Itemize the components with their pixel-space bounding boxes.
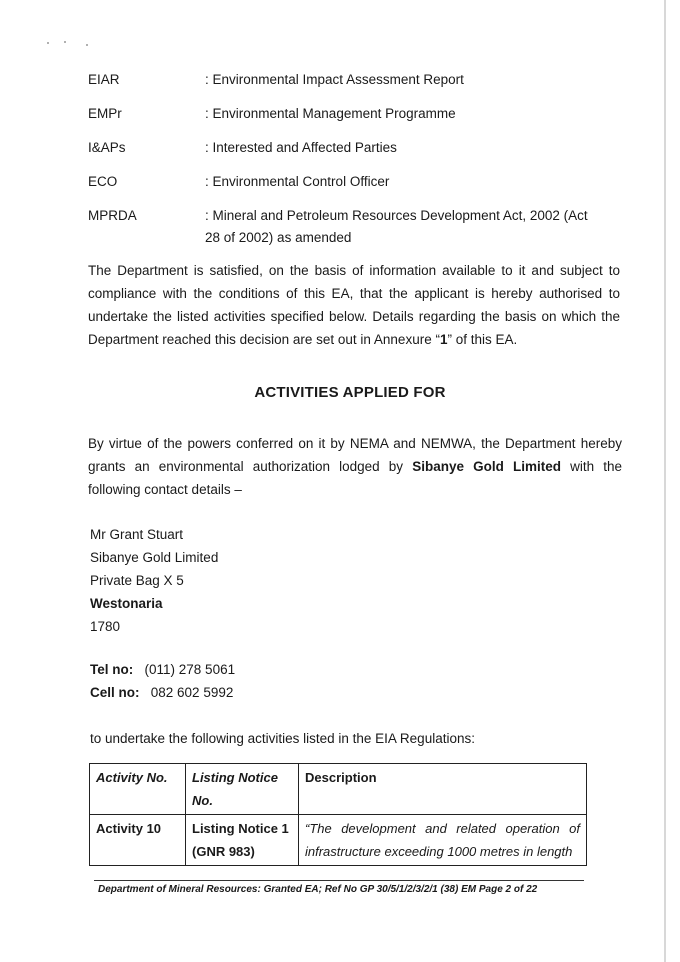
page-footer: Department of Mineral Resources: Granted EA; Ref No GP 30/5/1/2/3/2/1 (38) EM Page 2 of 22 — [98, 884, 538, 895]
grant-paragraph — [88, 432, 622, 501]
cell-label: Cell no: — [90, 685, 140, 700]
cell-number: 082 602 5992 — [150, 685, 234, 700]
header-activity-no: Activity No. — [90, 764, 186, 815]
intro-paragraph — [88, 259, 620, 351]
contact-postal-code: 1780 — [90, 619, 121, 634]
contact-cell — [90, 682, 233, 704]
header-description: Description — [299, 764, 587, 815]
grant-text: By virtue of the powers conferred on it by NEMA and NEMWA, the Department hereby grants an environmental authorization lodged by — [88, 436, 622, 474]
annexure-number: 1 — [439, 332, 448, 347]
contact-address: Private Bag X 5 — [90, 573, 184, 588]
listed-activities-intro: to undertake the following activities listed in the EIA Regulations: — [90, 731, 475, 746]
abbreviation-definition: : Mineral and Petroleum Resources Development Act, 2002 (Act 28 of 2002) as amended — [205, 208, 588, 245]
abbreviation-definition: : Environmental Control Officer — [205, 174, 390, 189]
table-row — [90, 815, 587, 866]
table-header-row — [90, 764, 587, 815]
abbreviation-definition: : Interested and Affected Parties — [205, 140, 397, 155]
section-heading: ACTIVITIES APPLIED FOR — [254, 384, 446, 401]
footer-rule — [94, 880, 584, 881]
header-listing-notice: Listing Notice No. — [186, 764, 299, 815]
abbreviation-term: I&APs — [88, 140, 126, 155]
abbreviation-definition: : Environmental Impact Assessment Report — [205, 72, 464, 87]
intro-text: The Department is satisfied, on the basis of information available to it and subject to compliance with the conditions of this EA, that the applicant is hereby authorised to undertake the listed activities specified below. Details regarding the basis on which the Department reached this decision are set out in Annexure “ — [88, 263, 620, 347]
tel-number: (011) 278 5061 — [144, 662, 236, 677]
intro-text-end: ” of this EA. — [447, 332, 518, 347]
scan-speck — [47, 42, 49, 44]
cell-notice: Listing Notice 1 (GNR 983) — [186, 815, 299, 866]
contact-company: Sibanye Gold Limited — [90, 550, 219, 565]
scan-speck — [64, 41, 66, 43]
abbreviation-term: ECO — [88, 174, 118, 189]
cell-description: “The development and related operation of infrastructure exceeding 1000 metres in length — [299, 815, 587, 866]
scan-speck — [86, 44, 88, 46]
activities-table — [89, 763, 587, 866]
contact-town: Westonaria — [90, 596, 163, 611]
cell-activity: Activity 10 — [90, 815, 186, 866]
contact-name: Mr Grant Stuart — [90, 527, 184, 542]
abbreviation-definition: : Environmental Management Programme — [205, 106, 456, 121]
grant-text-end: with the following contact details – — [88, 459, 622, 497]
abbreviation-term: EMPr — [88, 106, 122, 121]
contact-tel — [90, 659, 235, 681]
applicant-name: Sibanye Gold Limited — [412, 459, 561, 474]
abbreviation-term: MPRDA — [88, 208, 137, 223]
abbreviation-term: EIAR — [88, 72, 120, 87]
tel-label: Tel no: — [90, 662, 134, 677]
page-edge — [664, 0, 666, 962]
